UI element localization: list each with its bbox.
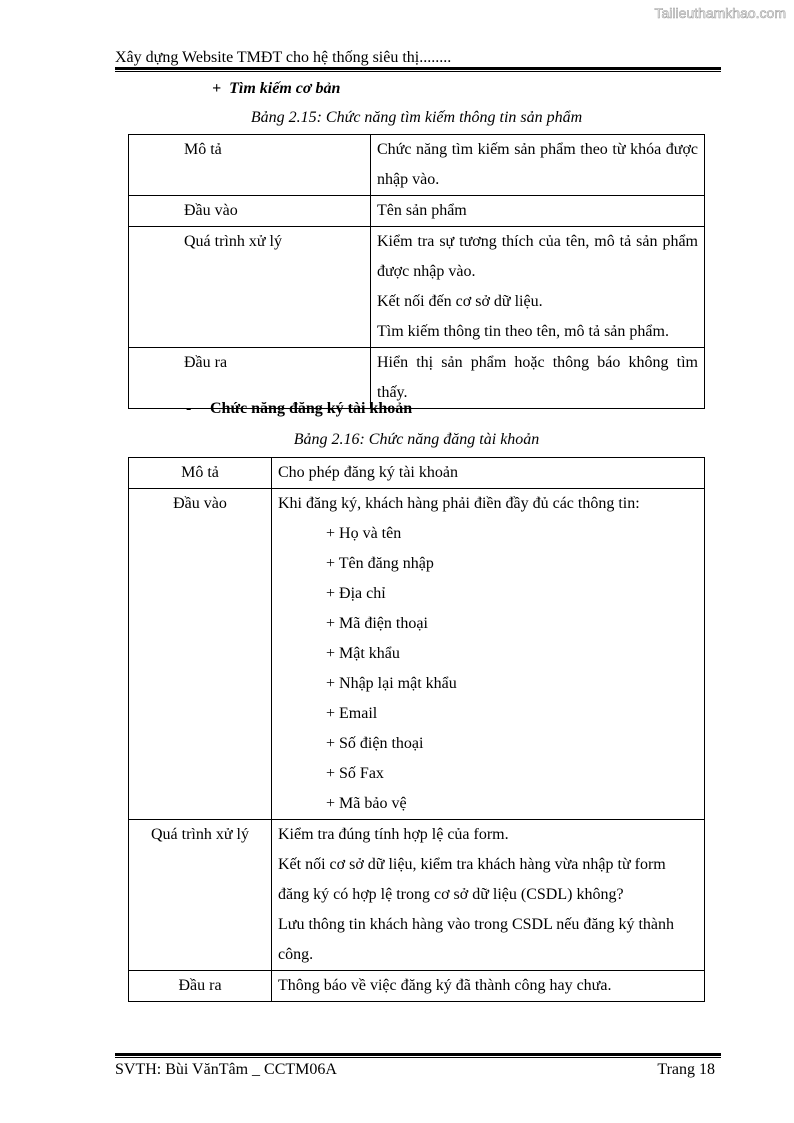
row-value bbox=[272, 458, 705, 489]
footer-page-number: Trang 18 bbox=[657, 1061, 715, 1078]
table-row bbox=[129, 458, 705, 489]
row-label: Quá trình xử lý bbox=[129, 820, 272, 971]
row-label: Đầu vào bbox=[129, 196, 371, 227]
row-value bbox=[371, 135, 705, 196]
value-line: Khi đăng ký, khách hàng phải điền đầy đủ các thông tin: bbox=[278, 495, 640, 512]
row-label: Quá trình xử lý bbox=[129, 227, 371, 348]
value-line: Kết nối cơ sở dữ liệu, kiểm tra khách hàng vừa nhập từ form đăng ký có hợp lệ trong cơ sở dữ liệu (CSDL) không? bbox=[278, 856, 666, 903]
row-label: Đầu vào bbox=[129, 489, 272, 820]
table-row bbox=[129, 135, 705, 196]
table-row bbox=[129, 227, 705, 348]
field-item: + Email bbox=[326, 705, 378, 722]
row-value bbox=[371, 227, 705, 348]
row-label: Đầu ra bbox=[129, 348, 371, 409]
value-line: Hiển thị sản phẩm hoặc thông báo không tìm thấy. bbox=[377, 354, 698, 401]
section-title: Chức năng đăng ký tài khoản bbox=[210, 400, 413, 417]
value-line: Tên sản phẩm bbox=[377, 202, 467, 219]
field-item: + Nhập lại mật khẩu bbox=[326, 675, 457, 692]
value-line: Lưu thông tin khách hàng vào trong CSDL nếu đăng ký thành công. bbox=[278, 916, 675, 963]
row-label: Mô tả bbox=[129, 458, 272, 489]
section-bullet: - bbox=[186, 400, 192, 417]
table-row bbox=[129, 971, 705, 1002]
header-rule-thin bbox=[115, 71, 721, 72]
field-item: + Số Fax bbox=[326, 765, 384, 782]
section-title: Tìm kiếm cơ bản bbox=[229, 80, 341, 97]
watermark-text: Tailieuthamkhao.com bbox=[654, 5, 786, 21]
value-line: Chức năng tìm kiếm sản phẩm theo từ khóa được nhập vào. bbox=[377, 141, 698, 188]
footer-rule-thick bbox=[115, 1053, 721, 1056]
row-value bbox=[272, 971, 705, 1002]
row-value bbox=[272, 489, 705, 820]
table-caption-2-16: Bảng 2.16: Chức năng đăng tài khoản bbox=[293, 431, 540, 448]
field-item: + Mã bảo vệ bbox=[326, 795, 407, 812]
field-item: + Họ và tên bbox=[326, 525, 402, 542]
section-heading-account-registration bbox=[186, 399, 412, 419]
page-header-title: Xây dựng Website TMĐT cho hệ thống siêu thị........ bbox=[115, 49, 452, 66]
table-row bbox=[129, 196, 705, 227]
row-value bbox=[371, 196, 705, 227]
table-row bbox=[129, 820, 705, 971]
field-item: + Mật khẩu bbox=[326, 645, 400, 662]
value-line: Kết nối đến cơ sở dữ liệu. bbox=[377, 293, 543, 310]
row-label: Đầu ra bbox=[129, 971, 272, 1002]
field-item: + Số điện thoại bbox=[326, 735, 424, 752]
table-row bbox=[129, 489, 705, 820]
field-item: + Mã điện thoại bbox=[326, 615, 428, 632]
table-caption-2-15: Bảng 2.15: Chức năng tìm kiếm thông tin sản phẩm bbox=[250, 109, 583, 126]
field-item: + Tên đăng nhập bbox=[326, 555, 434, 572]
account-registration-table bbox=[128, 457, 705, 1002]
product-search-table bbox=[128, 134, 705, 409]
row-value bbox=[371, 348, 705, 409]
header-rule-thick bbox=[115, 67, 721, 70]
section-bullet: + bbox=[212, 80, 222, 97]
value-line: Thông báo về việc đăng ký đã thành công hay chưa. bbox=[278, 977, 612, 994]
section-heading-basic-search bbox=[212, 79, 340, 99]
value-line: Tìm kiếm thông tin theo tên, mô tả sản phẩm. bbox=[377, 323, 669, 340]
row-value bbox=[272, 820, 705, 971]
footer-rule-thin bbox=[115, 1057, 721, 1058]
value-line: Cho phép đăng ký tài khoản bbox=[278, 464, 458, 481]
value-line: Kiểm tra đúng tính hợp lệ của form. bbox=[278, 826, 509, 843]
row-label: Mô tả bbox=[129, 135, 371, 196]
field-item: + Địa chỉ bbox=[326, 585, 386, 602]
value-line: Kiểm tra sự tương thích của tên, mô tả sản phẩm được nhập vào. bbox=[377, 233, 698, 280]
footer-author: SVTH: Bùi VănTâm _ CCTM06A bbox=[115, 1061, 337, 1078]
